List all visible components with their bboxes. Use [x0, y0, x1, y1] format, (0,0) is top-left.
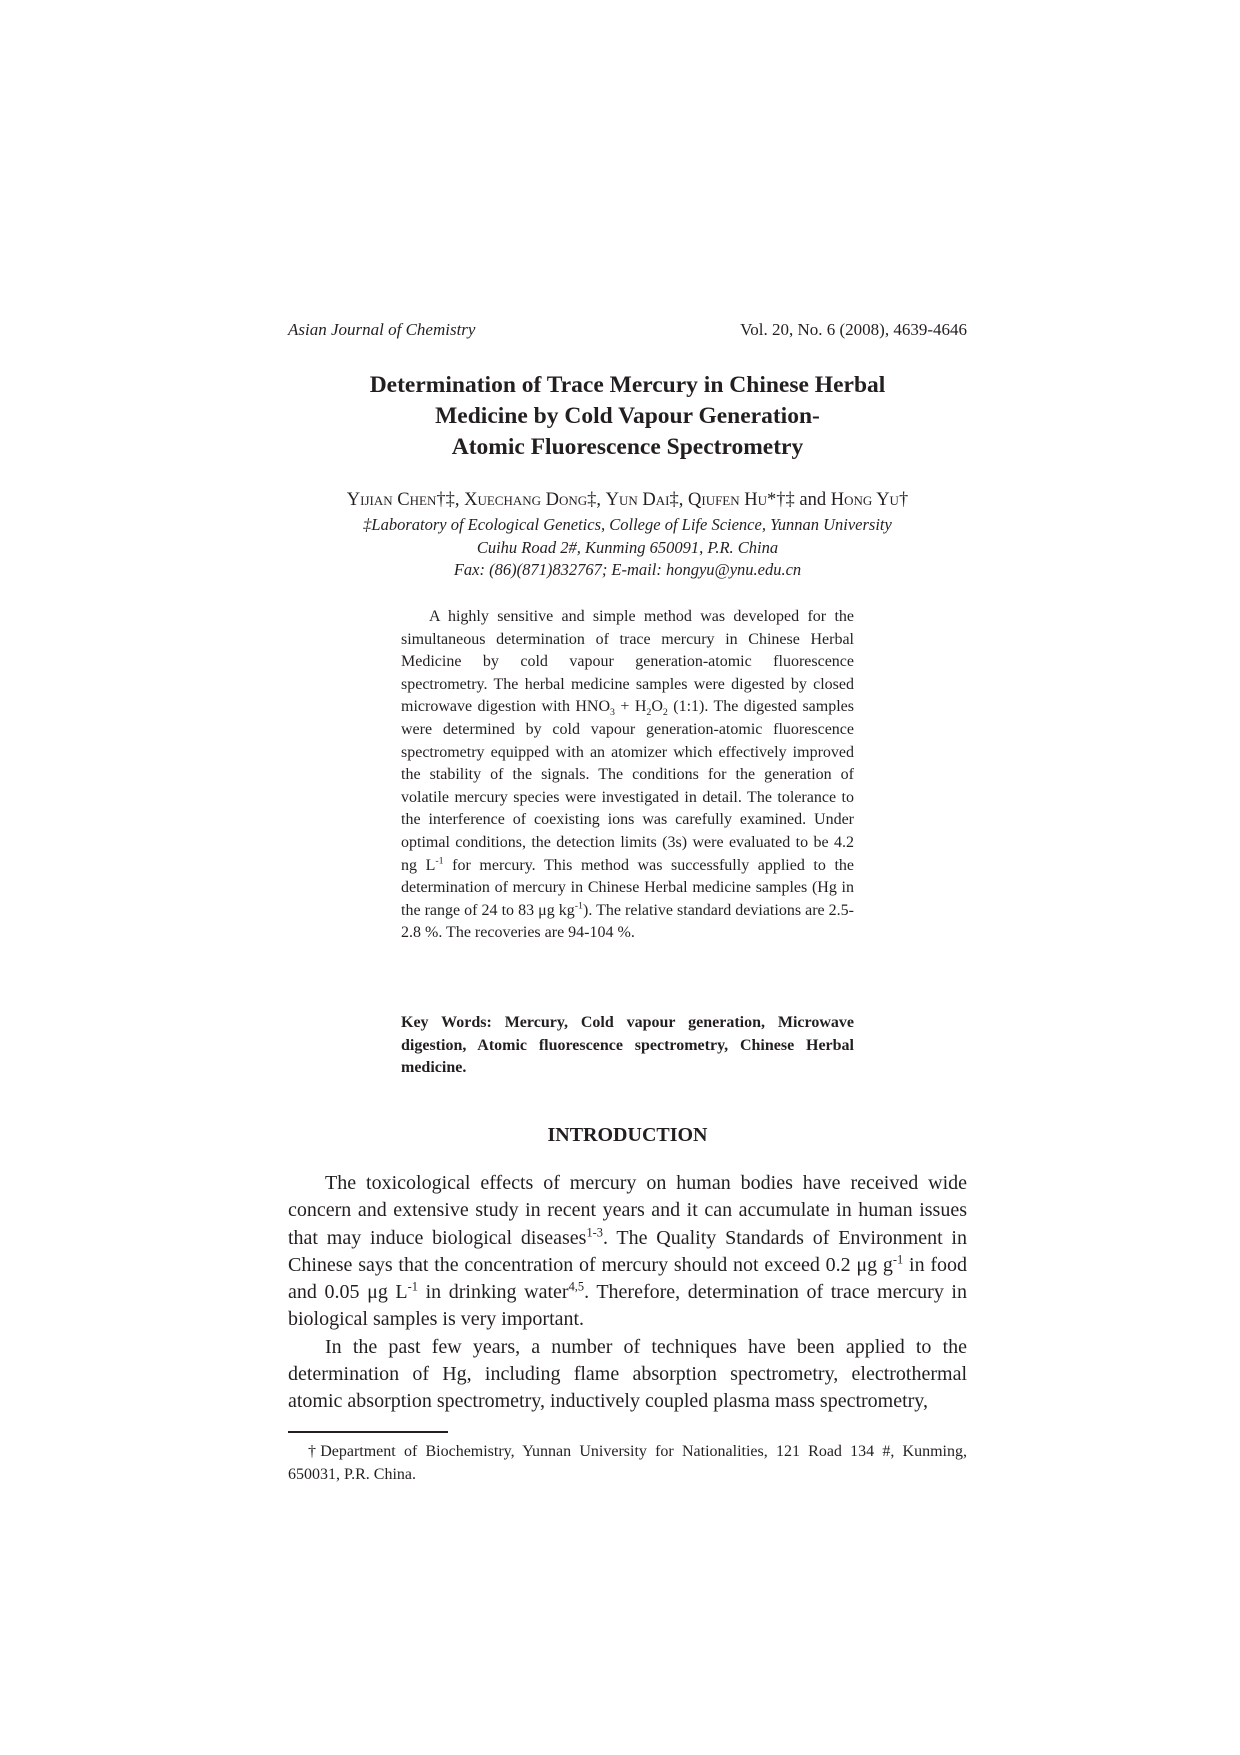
author-marks: ‡	[587, 490, 597, 510]
author-marks: *†‡	[767, 490, 795, 510]
author-name: Qiufen Hu	[688, 490, 768, 510]
body-paragraph: In the past few years, a number of techniques have been applied to the determination of Hg, including flame absorption spectrometry, electrothermal atomic absorption spectrometry, inductively coupled plasma mass spectrometry,	[288, 1335, 967, 1413]
title-line: Determination of Trace Mercury in Chinese Herbal	[369, 372, 886, 398]
running-header	[288, 320, 967, 342]
author-name: Yun Dai	[605, 490, 670, 510]
author-conjunction: and	[799, 490, 827, 510]
contact-line: Fax: (86)(871)832767; E-mail: hongyu@ynu.edu.cn	[453, 560, 802, 579]
affiliation-block	[288, 514, 967, 582]
abstract-paragraph: A highly sensitive and simple method was developed for the simultaneous determination of trace mercury in Chinese Herbal Medicine by cold vapour generation-atomic fluorescence spectrometry. The herbal medicine samples were digested by closed microwave digestion with $HNO_3 + H_2O_2$ (1:1). The digested samples were determined by cold vapour generation-atomic fluorescence spectrometry equipped with an atomizer which effectively improved the stability of the signals. The conditions for the generation of volatile mercury species were investigated in detail. The tolerance to the interference of coexisting ions was carefully examined. Under optimal conditions, the detection limits (3s) were evaluated to be 4.2 ng $L^{-1}$ for mercury. This method was successfully applied to the determination of mercury in Chinese Herbal medicine samples (Hg in the range of 24 to 83 μg $kg^{-1}$). The relative standard deviations are 2.5-2.8 %. The recoveries are 94-104 %.	[401, 608, 854, 942]
intro-body	[288, 1170, 967, 1416]
volume-info: Vol. 20, No. 6 (2008), 4639-4646	[740, 320, 967, 339]
title-line: Medicine by Cold Vapour Generation-	[435, 403, 820, 429]
affiliation-line: ‡Laboratory of Ecological Genetics, College of Life Science, Yunnan University	[363, 515, 892, 534]
author-list: Yijian Chen†‡, Xuechang Dong‡, Yun Dai‡, Qiufen Hu*†‡ and Hong Yu†	[346, 490, 909, 510]
author-marks: ‡	[669, 490, 679, 510]
author-name: Xuechang Dong	[464, 490, 588, 510]
abstract	[401, 606, 854, 945]
footnote-text: †Department of Biochemistry, Yunnan University for Nationalities, 121 Road 134 #, Kunming, 650031, P.R. China.	[288, 1443, 967, 1483]
title-line: Atomic Fluorescence Spectrometry	[451, 434, 804, 460]
citation: 4,5	[568, 1279, 585, 1294]
citation: 1-3	[586, 1224, 603, 1239]
footnote-rule	[288, 1431, 448, 1433]
keywords: Key Words: Mercury, Cold vapour generation, Microwave digestion, Atomic fluorescence spectrometry, Chinese Herbal medicine.	[401, 1014, 854, 1077]
author-marks: †	[898, 490, 909, 510]
body-paragraph: The toxicological effects of mercury on human bodies have received wide concern and extensive study in recent years and it can accumulate in human issues that may induce biological diseases$^{1-3}$. The Quality Standards of Environment in Chinese says that the concentration of mercury should not exceed 0.2 μg $g^{-1}$ in food and 0.05 μg $L^{-1}$ in drinking water$^{4,5}$. Therefore, determination of trace mercury in biological samples is very important.	[288, 1172, 968, 1331]
footnote	[288, 1440, 967, 1486]
affiliation-line: Cuihu Road 2#, Kunming 650091, P.R. China	[476, 537, 779, 557]
journal-name: Asian Journal of Chemistry	[288, 320, 476, 339]
author-name: Hong Yu	[830, 490, 899, 510]
author-marks: †‡	[436, 490, 455, 510]
author-name: Yijian Chen	[346, 490, 437, 510]
paper-title	[288, 370, 967, 463]
section-heading: INTRODUCTION	[547, 1124, 708, 1146]
